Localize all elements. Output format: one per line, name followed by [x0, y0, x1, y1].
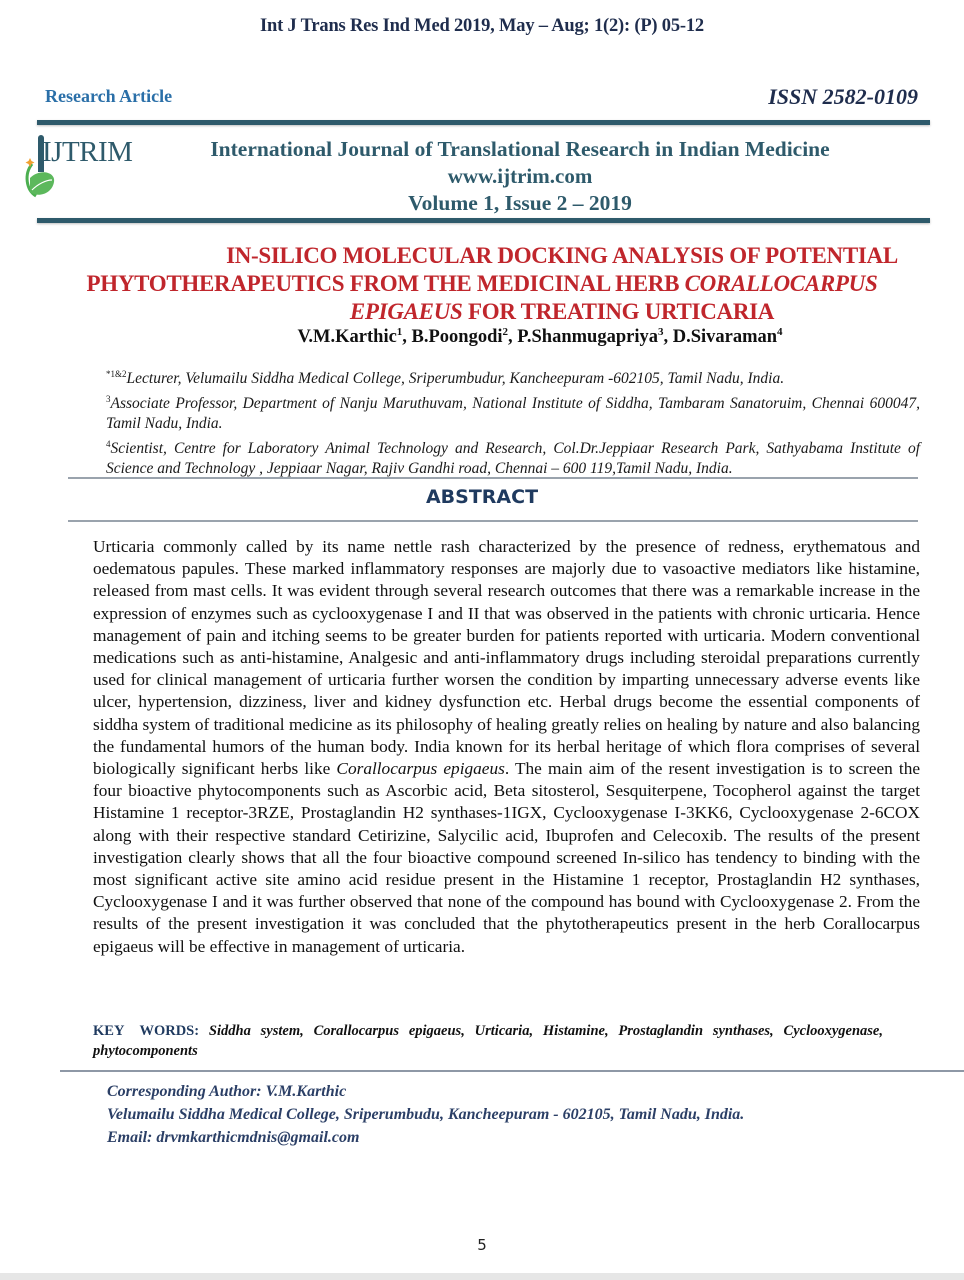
author-affiliation-mark: 3 — [657, 326, 664, 338]
page-number: 5 — [477, 1236, 487, 1254]
keywords — [93, 1021, 883, 1061]
affiliation-text: Associate Professor, Department of Nanju Maruthuvam, National Institute of Siddha, Tambaram Sanatoruim, Chennai 600047, Tamil Nadu, India. — [106, 395, 920, 433]
affiliation-mark: 4 — [106, 439, 111, 450]
corresponding-email[interactable]: Email: drvmkarthicmdnis@gmail.com — [107, 1129, 360, 1146]
affiliation — [106, 389, 920, 434]
author-affiliation-mark: 1 — [396, 326, 403, 338]
corresponding-address: Velumailu Siddha Medical College, Sriperumbudu, Kancheepuram - 602105, Tamil Nadu, India. — [107, 1106, 745, 1123]
logo-text: IJTRIM — [42, 136, 133, 168]
abstract-text-part-1: Urticaria commonly called by its name nettle rash characterized by the presence of redness, erythematous and oedematous papules. These marked inflammatory responses are majorly due to vasoactive mediators like histamine, released from mast cells. It was evident through several research outcomes that there was a remarkable increase in the expression of enzymes such as cyclooxygenase I and II that was observed in the patients with chronic urticaria. Hence management of pain and itching seems to be greater burden for patients reported with urticaria. Modern conventional medications such as anti-histamine, Analgesic and anti-inflammatory drugs including steroidal preparations currently used for clinical management of urticaria further worsen the condition by imparting unnecessary adverse events like ulcer, hypertension, dizziness, liver and kidney dysfunction etc. Herbal drugs become the essential components of siddha system of traditional medicine as its philosophy of healing greatly relies on healing by nature and also balancing the fundamental humors of the human body. India known for its herbal heritage of which flora comprises of several biologically significant herbs like — [93, 537, 920, 779]
affiliation-mark: *1&2 — [106, 369, 127, 379]
abstract-species-name: Corallocarpus epigaeus — [336, 759, 505, 779]
journal-logo — [22, 134, 148, 204]
author-list — [140, 326, 940, 348]
title-line-2 — [40, 270, 924, 298]
corresponding-author-block — [107, 1080, 927, 1149]
title-species-genus: CORALLOCARPUS — [684, 271, 878, 296]
author — [412, 327, 518, 347]
affiliation-text: Scientist, Centre for Laboratory Animal Technology and Research, Col.Dr.Jeppiaar Research Park, Sathyabama Institute of Science and Technology , Jeppiaar Nagar, Rajiv Gandhi road, Chennai – 600 119,Tamil Nadu, India. — [106, 440, 920, 478]
corresponding-author: Corresponding Author: V.M.Karthic — [107, 1083, 347, 1100]
journal-masthead — [160, 136, 880, 217]
author — [673, 327, 783, 347]
affiliations — [106, 364, 920, 479]
article-type-label: Research Article — [45, 86, 173, 106]
title-species-epithet: EPIGAEUS — [349, 299, 463, 324]
author-name: B.Poongodi — [411, 327, 503, 348]
running-head: Int J Trans Res Ind Med 2019, May – Aug; 1(2): (P) 05-12 — [260, 16, 704, 36]
header-divider-bottom — [37, 218, 930, 223]
keywords-label: KEY WORDS: — [93, 1023, 200, 1039]
title-line-3-text: FOR TREATING URTICARIA — [462, 299, 775, 324]
keywords-divider — [60, 1070, 964, 1072]
abstract-divider-bottom — [68, 520, 918, 522]
author-name: P.Shanmugapriya — [517, 327, 658, 348]
issn-label: ISSN 2582-0109 — [768, 84, 918, 109]
abstract-heading: ABSTRACT — [425, 486, 539, 508]
author-separator: , — [508, 327, 518, 348]
affiliation-text: Lecturer, Velumailu Siddha Medical College, Sriperumbudur, Kancheepuram -602105, Tamil Nadu, India. — [126, 370, 785, 388]
title-line-1: IN-SILICO MOLECULAR DOCKING ANALYSIS OF POTENTIAL — [226, 243, 898, 268]
author — [297, 327, 411, 347]
affiliation-mark: 3 — [106, 394, 111, 405]
journal-volume: Volume 1, Issue 2 – 2019 — [408, 191, 632, 215]
keywords-list: Siddha system, Corallocarpus epigaeus, Urticaria, Histamine, Prostaglandin synthases, Cyclooxygenase, phytocomponents — [93, 1023, 883, 1059]
title-line-2-text: PHYTOTHERAPEUTICS FROM THE MEDICINAL HERB — [86, 271, 685, 296]
author-name: D.Sivaraman — [672, 327, 778, 348]
title-line-3 — [40, 298, 924, 326]
author-affiliation-mark: 4 — [777, 326, 783, 338]
journal-name: International Journal of Translational Research in Indian Medicine — [210, 137, 830, 161]
author-affiliation-mark: 2 — [502, 326, 509, 338]
abstract-text-part-2: . The main aim of the resent investigation is to screen the four bioactive phytocomponents such as Ascorbic acid, Beta sitosterol, Sesquiterpene, Tocopherol against the target Histamine 1 receptor-3RZE, Prostaglandin H2 synthases-1IGX, Cyclooxygenase I-3KK6, Cyclooxygenase 2-6COX along with their respective standard Cetirizine, Salycilic acid, Ibuprofen and Celecoxib. The results of the present investigation clearly shows that all the four bioactive compound screened In-silico has tendency to binding with the most significant active site amino acid residue present in the Histamine 1 receptor, Prostaglandin H2 synthases, Cyclooxygenase I and it was further observed that none of the compound has bound with Cyclooxygenase 2. From the results of the present investigation it was concluded that the phytotherapeutics present in the herb Corallocarpus epigaeus will be effective in management of urticaria. — [93, 759, 921, 956]
article-title — [40, 242, 924, 326]
abstract-body — [93, 536, 920, 958]
author-separator: , — [402, 327, 412, 348]
affiliation — [106, 364, 920, 389]
author-separator: , — [663, 327, 673, 348]
journal-url[interactable]: www.ijtrim.com — [447, 164, 593, 188]
header-divider-top — [37, 120, 930, 125]
abstract-divider-top — [68, 477, 918, 479]
affiliation — [106, 434, 920, 479]
viewer-bottom-bar — [0, 1273, 964, 1280]
author-name: V.M.Karthic — [297, 327, 397, 348]
author — [517, 327, 672, 347]
